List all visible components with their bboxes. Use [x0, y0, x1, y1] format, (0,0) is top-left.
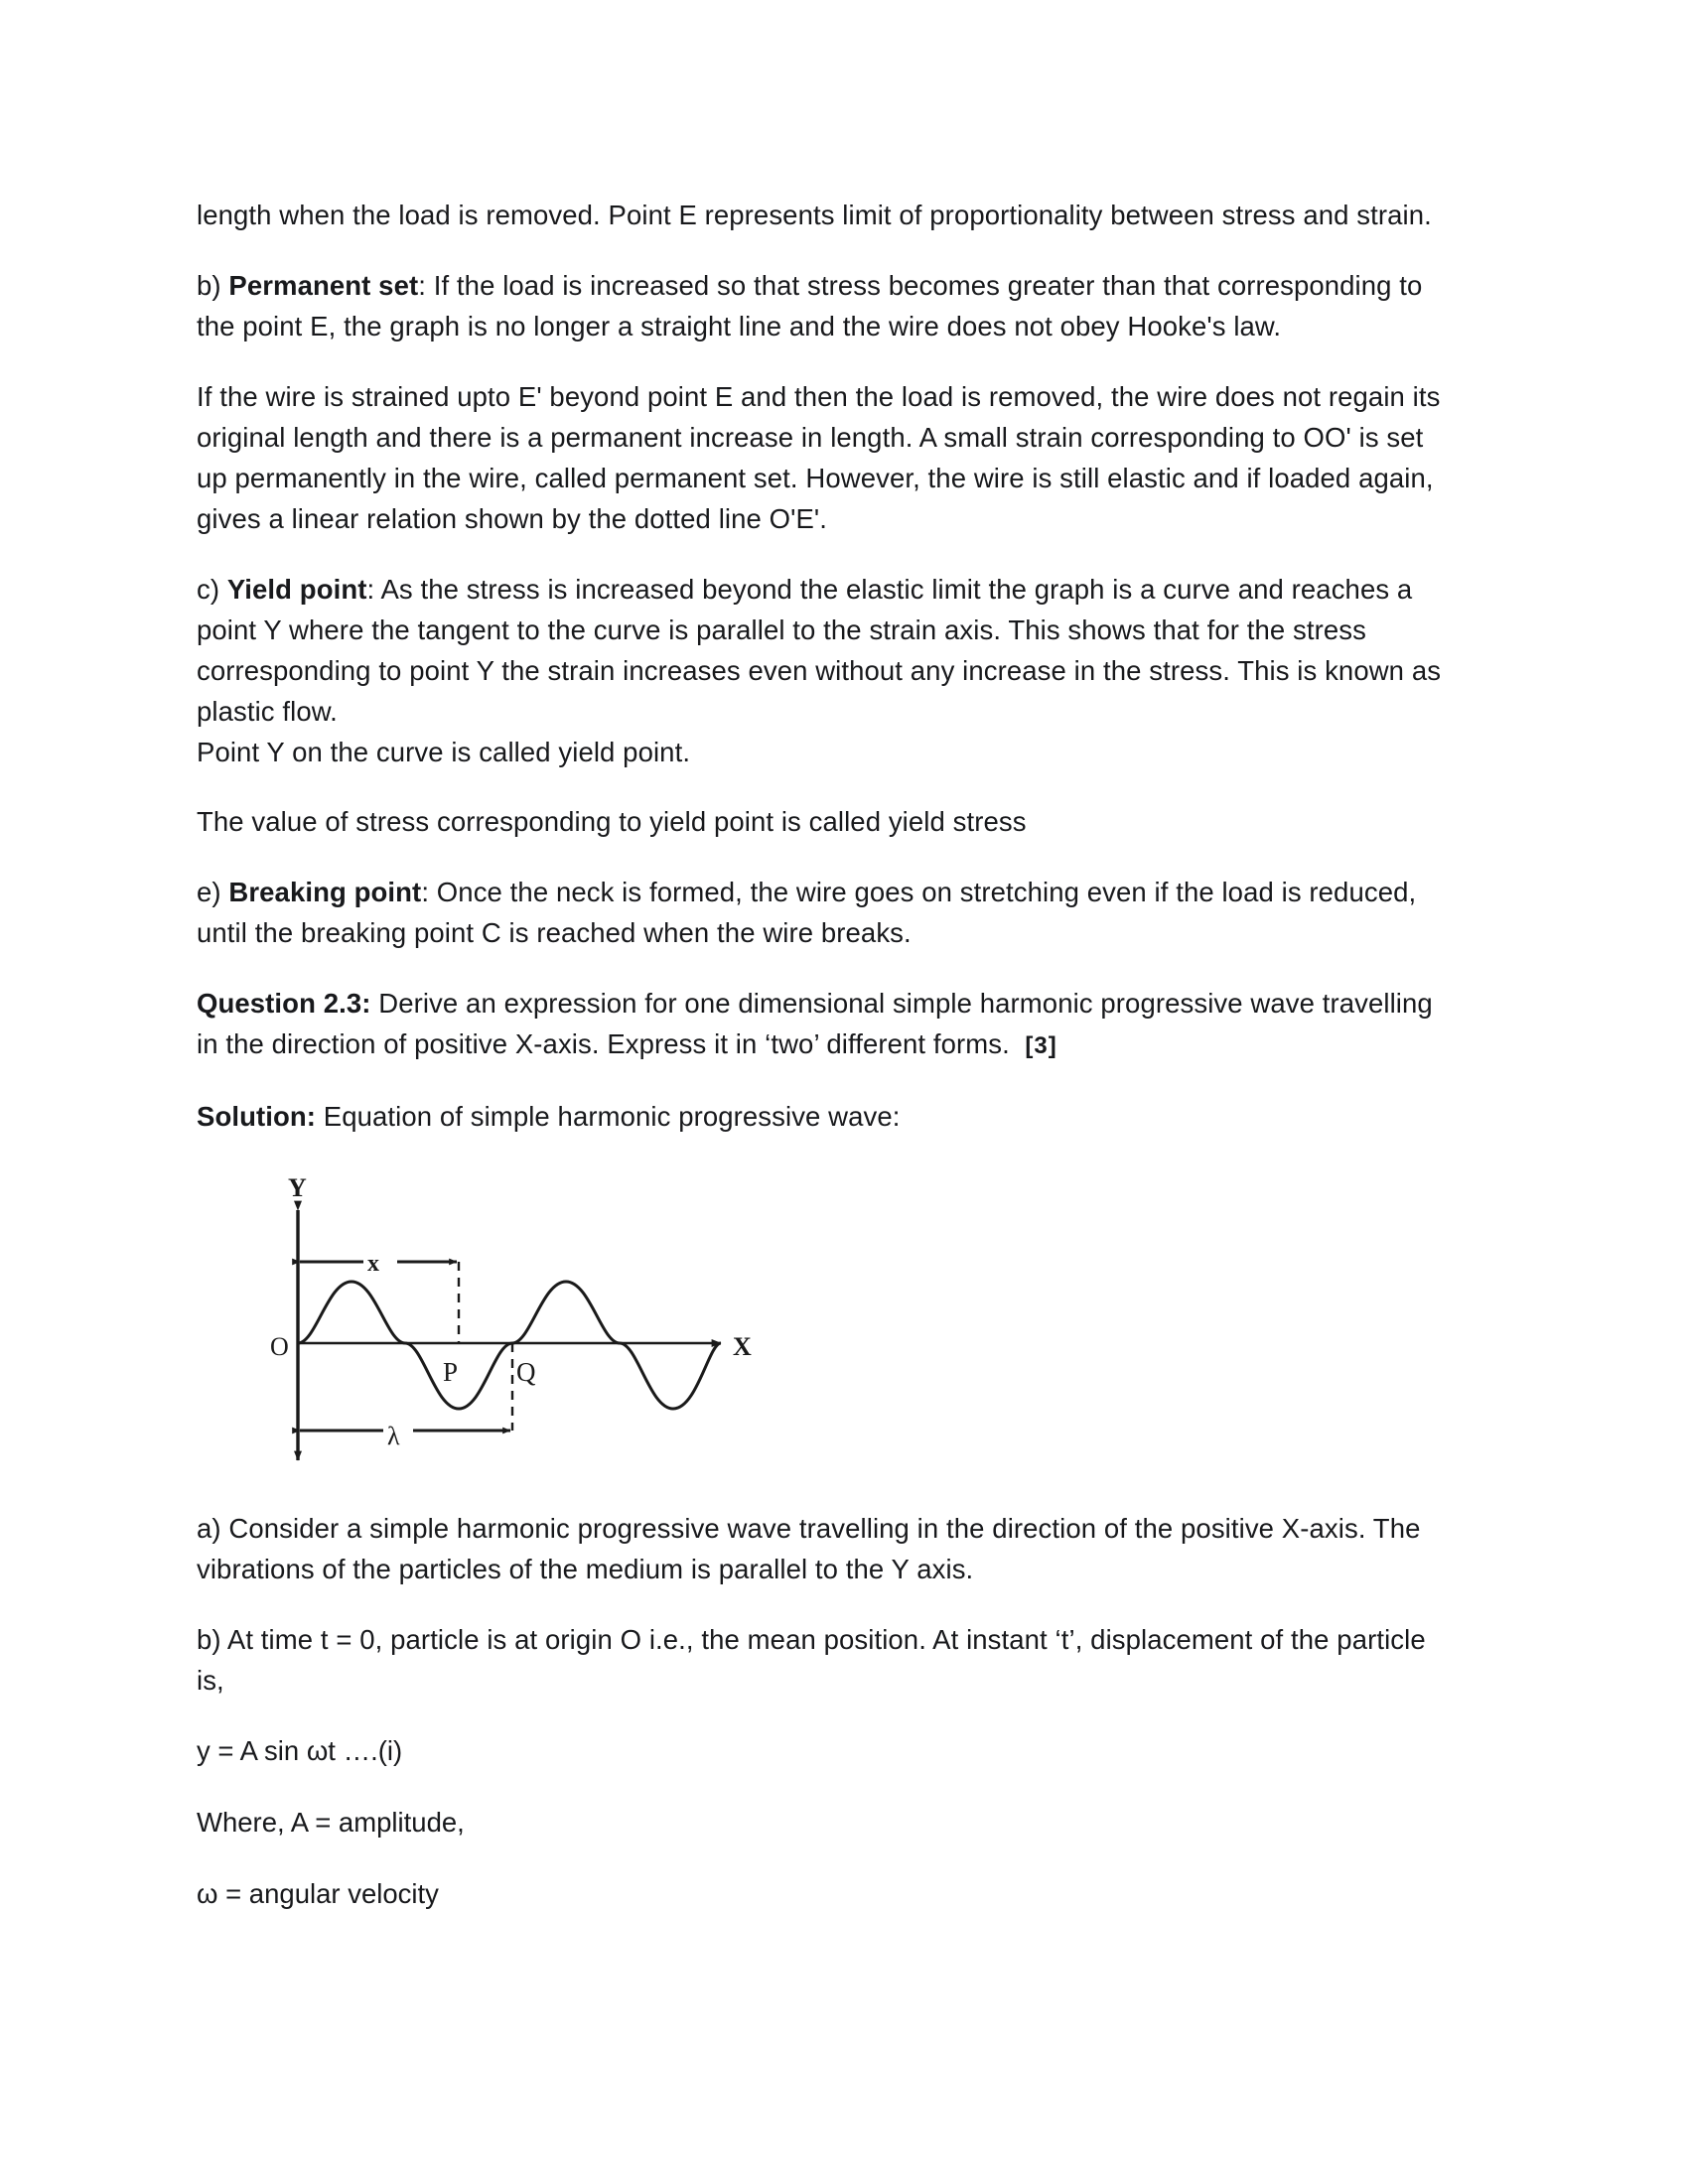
- paragraph-breaking-point-body: : Once the neck is formed, the wire goes on stretching even if the load is reduced, until the breaking point C is reached when the wire breaks.: [197, 877, 1417, 948]
- paragraph-intro: length when the load is removed. Point E represents limit of proportionality between stress and strain.: [197, 200, 1432, 230]
- origin-label: O: [270, 1332, 289, 1361]
- question-2-3: [197, 983, 1450, 1066]
- question-label: Question 2.3:: [197, 988, 371, 1019]
- paragraph-permanent-set: [197, 265, 1450, 346]
- paragraph-a-consider: a) Consider a simple harmonic progressive wave travelling in the direction of the positive X-axis. The vibrations of the particles of the medium is parallel to the Y axis.: [197, 1513, 1421, 1584]
- paragraph-permanent-set-body: : If the load is increased so that stress becomes greater than that corresponding to the point E, the graph is no longer a straight line and the wire does not obey Hooke's law.: [197, 270, 1423, 341]
- y-axis-label: Y: [288, 1173, 307, 1202]
- question-marks: [3]: [1025, 1032, 1057, 1059]
- point-p-label: P: [443, 1357, 459, 1387]
- paragraph-yield-point-prefix: c): [197, 574, 227, 605]
- solution-text: Equation of simple harmonic progressive wave:: [316, 1101, 901, 1132]
- equation-where-amplitude: Where, A = amplitude,: [197, 1807, 465, 1838]
- paragraph-b-at-time: b) At time t = 0, particle is at origin O i.e., the mean position. At instant ‘t’, displacement of the particle is,: [197, 1624, 1426, 1696]
- paragraph-permanent-set-term: Permanent set: [228, 270, 419, 301]
- distance-x-label: x: [367, 1251, 379, 1277]
- wave-diagram-svg: [254, 1166, 771, 1474]
- wave-diagram-figure: [254, 1166, 771, 1474]
- paragraph-yield-point-body: : As the stress is increased beyond the elastic limit the graph is a curve and reaches a point Y where the tangent to the curve is parallel to the strain axis. This shows that for the stress corresponding to point Y the strain increases even without any increase in the stress. This is known as plastic flow.: [197, 574, 1442, 727]
- x-axis-label: X: [733, 1332, 752, 1361]
- wavelength-label: λ: [387, 1422, 400, 1450]
- paragraph-permanent-set-prefix: b): [197, 270, 229, 301]
- sine-wave-curve: [298, 1282, 721, 1409]
- point-q-label: Q: [516, 1357, 536, 1387]
- paragraph-strained: If the wire is strained upto E' beyond point E and then the load is removed, the wire does not regain its original length and there is a permanent increase in length. A small strain corresponding to OO' is set up permanently in the wire, called permanent set. However, the wire is still elastic and if loaded again, gives a linear relation shown by the dotted line O'E'.: [197, 381, 1441, 534]
- paragraph-breaking-point-prefix: e): [197, 877, 229, 907]
- equation-y-a-sin: y = A sin ωt ….(i): [197, 1735, 403, 1766]
- solution-label: Solution:: [197, 1101, 317, 1132]
- paragraph-breaking-point: [197, 872, 1450, 953]
- paragraph-yield-point-term: Yield point: [226, 574, 367, 605]
- solution-line: [197, 1096, 1450, 1137]
- paragraph-breaking-point-term: Breaking point: [228, 877, 422, 907]
- equation-angular-velocity: ω = angular velocity: [197, 1878, 439, 1909]
- question-text: Derive an expression for one dimensional simple harmonic progressive wave travelling in the direction of positive X-axis. Express it in ‘two’ different forms.: [197, 988, 1433, 1059]
- paragraph-yield-point-second-line: Point Y on the curve is called yield point.: [197, 737, 691, 767]
- document-content: [197, 195, 1450, 1914]
- paragraph-yield-stress: The value of stress corresponding to yield point is called yield stress: [197, 806, 1027, 837]
- paragraph-yield-point: [197, 569, 1450, 772]
